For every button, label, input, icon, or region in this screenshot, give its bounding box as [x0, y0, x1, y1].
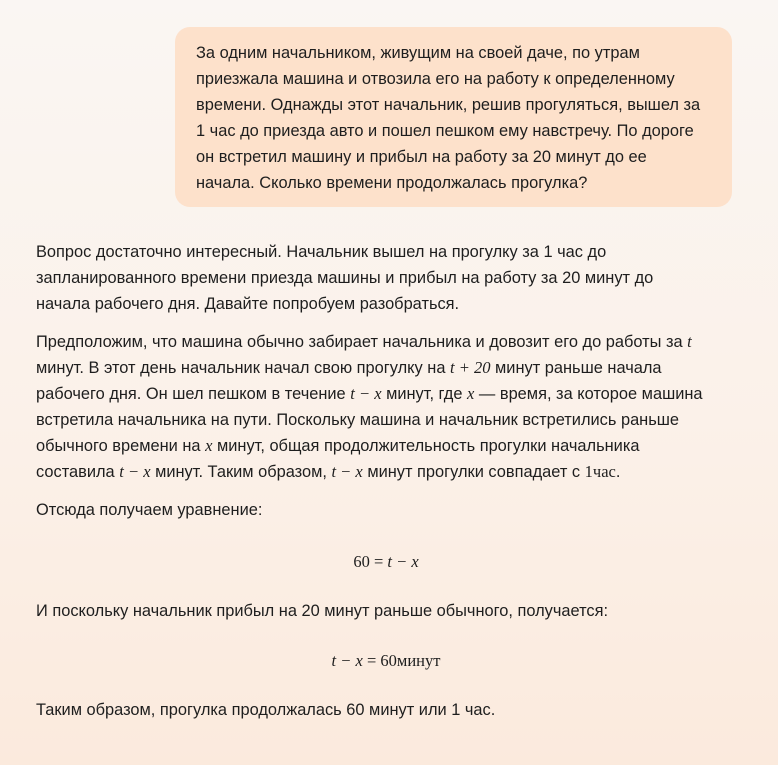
assistant-paragraph-intro [36, 239, 736, 317]
intro-line: запланированного времени приезда машины и прибыл на работу за 20 минут до [36, 269, 654, 287]
math-expression: t − x [119, 462, 151, 481]
user-message-line: За одним начальником, живущим на своей даче, по утрам [196, 44, 640, 62]
user-message-line: 1 час до приезда авто и пошел пешком ему навстречу. По дороге [196, 122, 694, 140]
equation-right: = 60минут [362, 651, 441, 670]
reasoning-text: минут. Таким образом, [150, 463, 332, 481]
equation-left: 60 = [353, 552, 388, 571]
user-message-line: начала. Сколько времени продолжалась прогулка? [196, 174, 588, 192]
reasoning-text: минут, общая продолжительность прогулки начальника [212, 437, 640, 455]
user-message-line: приезжала машина и отвозила его на работу к определенному [196, 70, 675, 88]
user-message-line: он встретил машину и прибыл на работу за 20 минут до ее [196, 148, 647, 166]
reasoning-text: минут, где [381, 385, 468, 403]
reasoning-text: рабочего дня. Он шел пешком в течение [36, 385, 351, 403]
math-expression: 1час [584, 462, 616, 481]
reasoning-text: минут. В этот день начальник начал свою прогулку на [36, 359, 450, 377]
reasoning-text: встретила начальника на пути. Поскольку машина и начальник встретились раньше [36, 411, 680, 429]
assistant-paragraph-equation-intro: Отсюда получаем уравнение: [36, 501, 263, 519]
intro-line: начала рабочего дня. Давайте попробуем разобраться. [36, 295, 460, 313]
assistant-paragraph-conclusion: Таким образом, прогулка продолжалась 60 минут или 1 час. [36, 701, 496, 719]
reasoning-text: — время, за которое машина [474, 385, 703, 403]
equation-display [36, 648, 736, 674]
assistant-paragraph-reasoning [36, 329, 736, 485]
math-variable-t: t [687, 332, 692, 351]
assistant-message [36, 239, 736, 735]
math-expression: t − x [350, 384, 382, 403]
math-expression: t − x [331, 462, 363, 481]
math-variable-x: x [467, 384, 475, 403]
intro-line: Вопрос достаточно интересный. Начальник вышел на прогулку за 1 час до [36, 243, 607, 261]
math-variable-x: x [205, 436, 213, 455]
reasoning-text: составила [36, 463, 120, 481]
assistant-paragraph-consequence: И поскольку начальник прибыл на 20 минут раньше обычного, получается: [36, 602, 609, 620]
equation-display [36, 549, 736, 575]
equation-left: t − x [331, 651, 363, 670]
user-message-bubble [175, 27, 732, 207]
reasoning-text: . [615, 463, 621, 481]
reasoning-text: минут раньше начала [490, 359, 662, 377]
reasoning-text: Предположим, что машина обычно забирает начальника и довозит его до работы за [36, 333, 688, 351]
reasoning-text: обычного времени на [36, 437, 206, 455]
equation-right: t − x [387, 552, 419, 571]
reasoning-text: минут прогулки совпадает с [362, 463, 585, 481]
math-expression: t + 20 [450, 358, 491, 377]
user-message-line: времени. Однажды этот начальник, решив прогуляться, вышел за [196, 96, 701, 114]
